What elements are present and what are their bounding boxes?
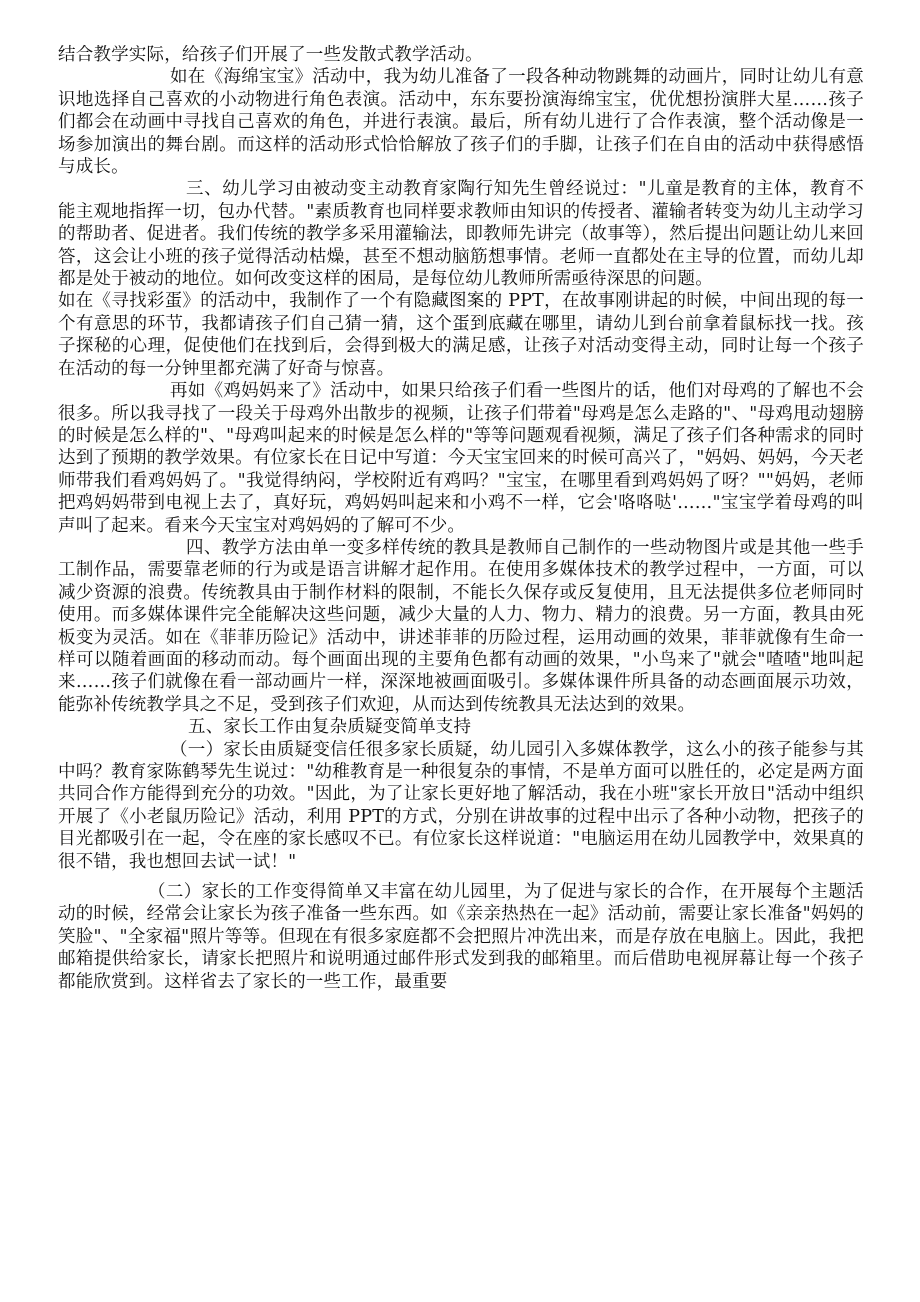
paragraph-section-four: 四、教学方法由单一变多样传统的教具是教师自己制作的一些动物图片或是其他一些手工制作品，需要靠老师的行为或是语言讲解才起作用。在使用多媒体技术的教学过程中，一方面，可以减少资源的浪费。传统教具由于制作材料的限制，不能长久保存或反复使用，且无法提供多位老师同时使用。而多媒体课件完全能解决这些问题，减少大量的人力、物力、精力的浪费。另一方面，教具由死板变为灵活。如在《菲菲历险记》活动中，讲述菲菲的历险过程，运用动画的效果，菲菲就像有生命一样可以随着画面的移动而动。每个画面出现的主要角色都有动画的效果，"小鸟来了"就会"喳喳"地叫起来……孩子们就像在看一部动画片一样，深深地被画面吸引。多媒体课件所具备的动态画面展示功效，能弥补传统教学具之不足，受到孩子们欢迎，从而达到传统教具无法达到的效果。: [58, 537, 864, 715]
paragraph-easter-egg-activity: 如在《寻找彩蛋》的活动中，我制作了一个有隐藏图案的 PPT，在故事刚讲起的时候，中间出现的每一个有意思的环节，我都请孩子们自己猜一猜，这个蛋到底藏在哪里，请幼儿到台前拿着鼠标找一找。孩子探秘的心理，促使他们在找到后，会得到极大的满足感，让孩子对活动变得主动，同时让每一个孩子在活动的每一分钟里都充满了好奇与惊喜。: [58, 291, 864, 379]
document-page: [58, 44, 864, 993]
paragraph-sponge-bob-activity: 如在《海绵宝宝》活动中，我为幼儿准备了一段各种动物跳舞的动画片，同时让幼儿有意识地选择自己喜欢的小动物进行角色表演。活动中，东东要扮演海绵宝宝，优优想扮演胖大星……孩子们都会在动画中寻找自己喜欢的角色，并进行表演。最后，所有幼儿进行了合作表演，整个活动像是一场参加演出的舞台剧。而这样的活动形式恰恰解放了孩子们的手脚，让孩子们在自由的活动中获得感悟与成长。: [58, 67, 864, 178]
paragraph-section-three: 三、幼儿学习由被动变主动教育家陶行知先生曾经说过："儿童是教育的主体，教育不能主观地指挥一切，包办代替。"素质教育也同样要求教师由知识的传授者、灌输者转变为幼儿主动学习的帮助者、促进者。我们传统的教学多采用灌输法，即教师先讲完（故事等），然后提出问题让幼儿来回答，这会让小班的孩子觉得活动枯燥，甚至不想动脑筋想事情。老师一直都处在主导的位置，而幼儿却都是处于被动的地位。如何改变这样的困局，是每位幼儿教师所需亟待深思的问题。: [58, 179, 864, 290]
section-five-heading: 五、家长工作由复杂质疑变简单支持: [188, 717, 472, 738]
paragraph-hen-activity: 再如《鸡妈妈来了》活动中，如果只给孩子们看一些图片的话，他们对母鸡的了解也不会很多。所以我寻找了一段关于母鸡外出散步的视频，让孩子们带着"母鸡是怎么走路的"、"母鸡甩动翅膀的时候是怎么样的"、"母鸡叫起来的时候是怎么样的"等等问题观看视频，满足了孩子们各种需求的同时达到了预期的教学效果。有位家长在日记中写道：今天宝宝回来的时候可高兴了，"妈妈、妈妈，今天老师带我们看鸡妈妈了。"我觉得纳闷，学校附近有鸡吗？"宝宝，在哪里看到鸡妈妈了呀？""妈妈，老师把鸡妈妈带到电视上去了，真好玩，鸡妈妈叫起来和小鸡不一样，它会'咯咯哒'……"宝宝学着母鸡的叫声叫了起来。看来今天宝宝对鸡妈妈的了解可不少。: [58, 381, 864, 536]
paragraph-gap: [58, 873, 864, 881]
paragraph-parents-trust: （一）家长由质疑变信任很多家长质疑，幼儿园引入多媒体教学，这么小的孩子能参与其中吗？教育家陈鹤琴先生说过："幼稚教育是一种很复杂的事情，不是单方面可以胜任的，必定是两方面共同合作方能得到充分的功效。"因此，为了让家长更好地了解活动，我在小班"家长开放日"活动中组织开展了《小老鼠历险记》活动，利用 PPT的方式，分别在讲故事的过程中出示了各种小动物，把孩子的目光都吸引在一起，令在座的家长感叹不已。有位家长这样说道："电脑运用在幼儿园教学中，效果真的很不错，我也想回去试一试！": [58, 739, 864, 872]
paragraph-intro-continuation: 结合教学实际，给孩子们开展了一些发散式教学活动。: [58, 45, 483, 65]
paragraph-parents-work: （二）家长的工作变得简单又丰富在幼儿园里，为了促进与家长的合作，在开展每个主题活动的时候，经常会让家长为孩子准备一些东西。如《亲亲热热在一起》活动前，需要让家长准备"妈妈的笑脸"、"全家福"照片等等。但现在有很多家庭都不会把照片冲洗出来，而是存放在电脑上。因此，我把邮箱提供给家长，请家长把照片和说明通过邮件形式发到我的邮箱里。而后借助电视屏幕让每一个孩子都能欣赏到。这样省去了家长的一些工作，最重要: [58, 882, 864, 992]
